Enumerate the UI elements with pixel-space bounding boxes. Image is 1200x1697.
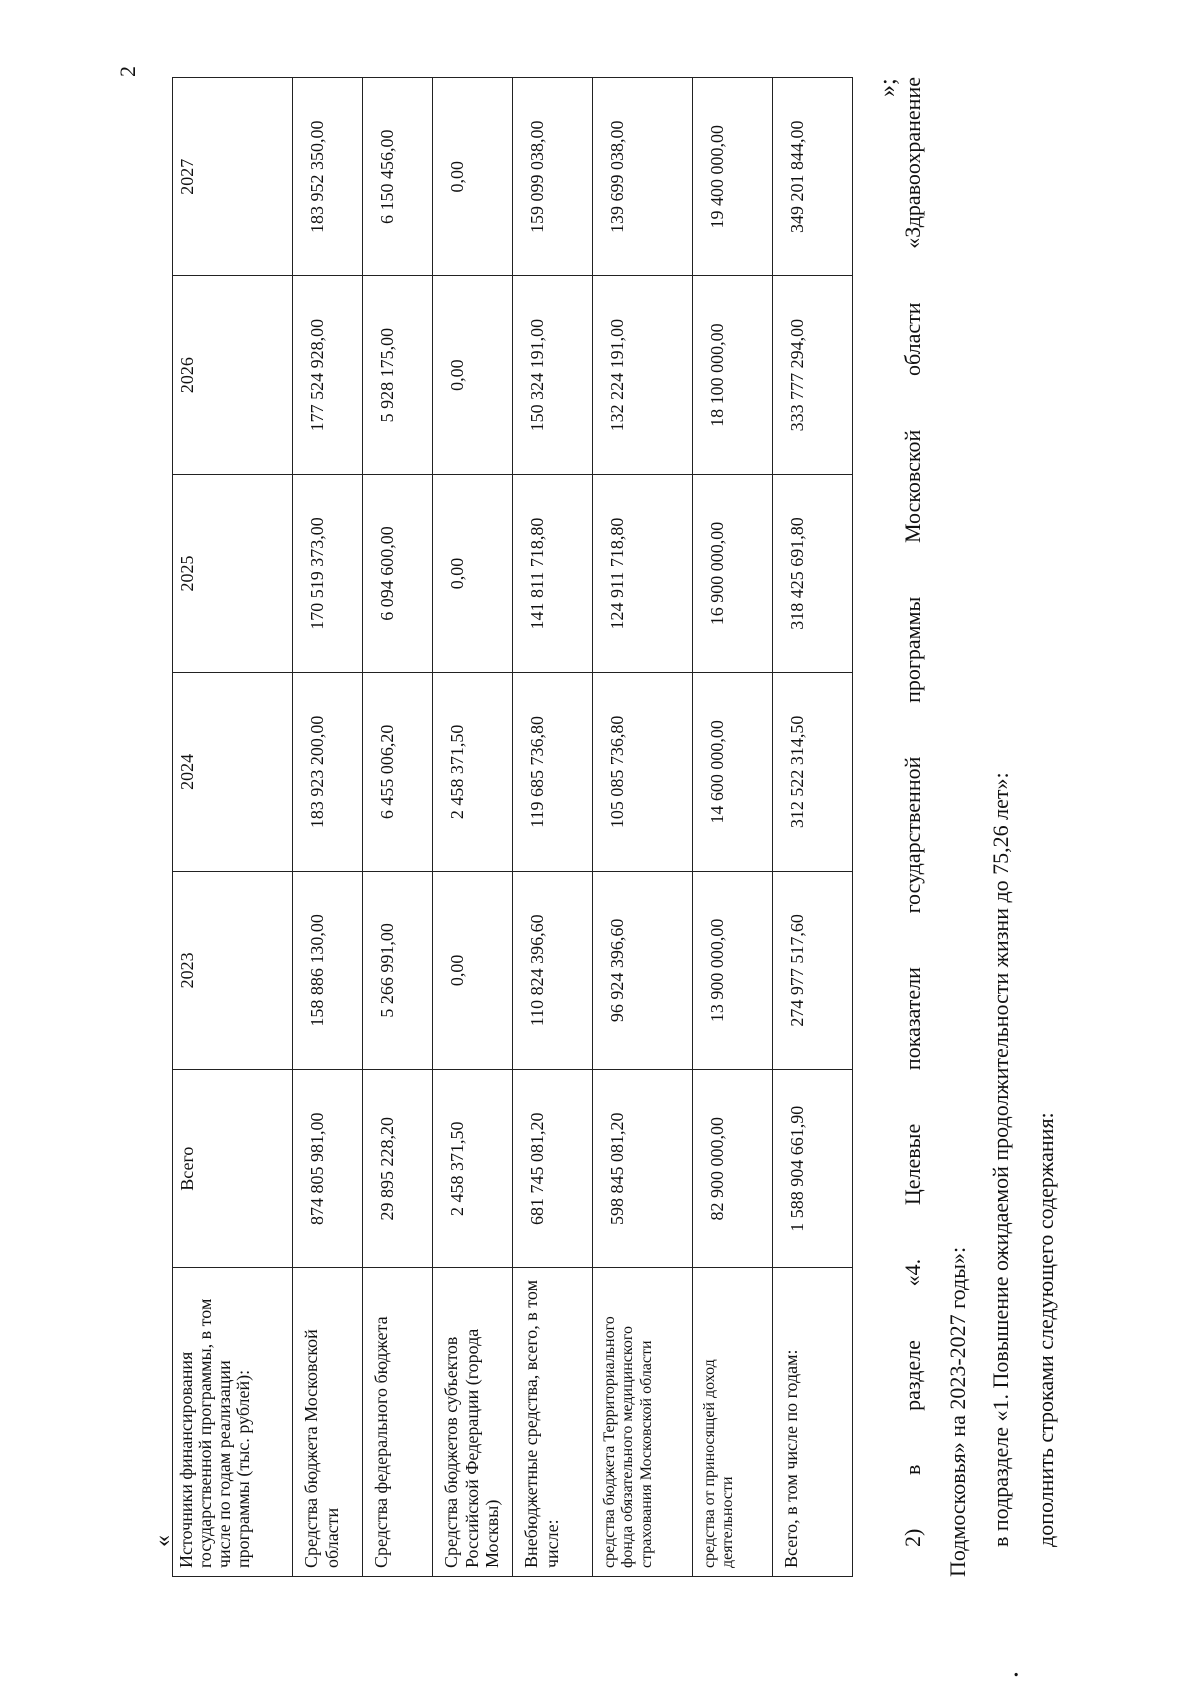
header-source: Источники финансирования государственной программы, в том числе по годам реализации программы (тыс. рублей): <box>173 1268 293 1577</box>
table-header-row <box>173 78 293 1577</box>
closing-quote: »; <box>875 78 901 97</box>
page-number: 2 <box>115 66 140 77</box>
row-value: 177 524 928,00 <box>293 276 363 474</box>
table-row <box>433 78 513 1577</box>
paragraph-section-4: 2) в разделе «4. Целевые показатели государственной программы Московской области «Здравоохранение <box>900 77 925 1547</box>
row-value: 110 824 396,60 <box>513 871 593 1069</box>
paragraph-section-4-continued: Подмосковья» на 2023-2027 годы»: <box>945 1246 970 1577</box>
row-total: 874 805 981,00 <box>293 1070 363 1268</box>
row-value: 0,00 <box>433 276 513 474</box>
row-value: 19 400 000,00 <box>693 78 773 276</box>
row-value: 0,00 <box>433 474 513 672</box>
row-value: 14 600 000,00 <box>693 673 773 871</box>
row-source: Средства федерального бюджета <box>363 1268 433 1577</box>
header-year: 2024 <box>173 673 293 871</box>
row-value: 96 924 396,60 <box>593 871 693 1069</box>
paragraph-add-rows: дополнить строками следующего содержания: <box>1033 1112 1058 1547</box>
row-source: средства бюджета Территориального фонда обязательного медицинского страхования Московской области <box>593 1268 693 1577</box>
row-value: 318 425 691,80 <box>773 474 853 672</box>
row-value: 105 085 736,80 <box>593 673 693 871</box>
row-value: 132 224 191,00 <box>593 276 693 474</box>
row-value: 333 777 294,00 <box>773 276 853 474</box>
row-total: 82 900 000,00 <box>693 1070 773 1268</box>
row-value: 183 923 200,00 <box>293 673 363 871</box>
table-row <box>293 78 363 1577</box>
row-total: 681 745 081,20 <box>513 1070 593 1268</box>
paragraph-subsection-1: в подразделе «1. Повышение ожидаемой продолжительности жизни до 75,26 лет»: <box>988 772 1013 1547</box>
row-source: Средства бюджета Московской области <box>293 1268 363 1577</box>
row-total: 1 588 904 661,90 <box>773 1070 853 1268</box>
row-source: средства от приносящей доход деятельности <box>693 1268 773 1577</box>
header-year: 2023 <box>173 871 293 1069</box>
header-year: 2026 <box>173 276 293 474</box>
row-value: 6 455 006,20 <box>363 673 433 871</box>
table-row <box>513 78 593 1577</box>
row-value: 5 928 175,00 <box>363 276 433 474</box>
row-value: 158 886 130,00 <box>293 871 363 1069</box>
financing-table <box>172 77 853 1577</box>
table-row <box>363 78 433 1577</box>
row-value: 312 522 314,50 <box>773 673 853 871</box>
row-total: 2 458 371,50 <box>433 1070 513 1268</box>
row-value: 119 685 736,80 <box>513 673 593 871</box>
row-value: 141 811 718,80 <box>513 474 593 672</box>
row-source: Средства бюджетов субъектов Российской Федерации (города Москвы) <box>433 1268 513 1577</box>
header-year: 2025 <box>173 474 293 672</box>
table-row <box>593 78 693 1577</box>
row-value: 5 266 991,00 <box>363 871 433 1069</box>
row-value: 159 099 038,00 <box>513 78 593 276</box>
row-value: 170 519 373,00 <box>293 474 363 672</box>
row-value: 16 900 000,00 <box>693 474 773 672</box>
row-value: 0,00 <box>433 871 513 1069</box>
row-value: 183 952 350,00 <box>293 78 363 276</box>
row-value: 124 911 718,80 <box>593 474 693 672</box>
row-total: 29 895 228,20 <box>363 1070 433 1268</box>
table-row <box>773 78 853 1577</box>
row-total: 598 845 081,20 <box>593 1070 693 1268</box>
header-year: 2027 <box>173 78 293 276</box>
row-value: 18 100 000,00 <box>693 276 773 474</box>
row-value: 2 458 371,50 <box>433 673 513 871</box>
row-value: 139 699 038,00 <box>593 78 693 276</box>
row-value: 6 094 600,00 <box>363 474 433 672</box>
margin-dot: • <box>1010 1672 1025 1677</box>
row-source: Внебюджетные средства, всего, в том числе: <box>513 1268 593 1577</box>
row-value: 274 977 517,60 <box>773 871 853 1069</box>
table-row <box>693 78 773 1577</box>
header-total: Всего <box>173 1070 293 1268</box>
row-value: 0,00 <box>433 78 513 276</box>
row-source: Всего, в том числе по годам: <box>773 1268 853 1577</box>
row-value: 6 150 456,00 <box>363 78 433 276</box>
row-value: 13 900 000,00 <box>693 871 773 1069</box>
row-value: 150 324 191,00 <box>513 276 593 474</box>
opening-quote: « <box>150 1535 176 1547</box>
row-value: 349 201 844,00 <box>773 78 853 276</box>
